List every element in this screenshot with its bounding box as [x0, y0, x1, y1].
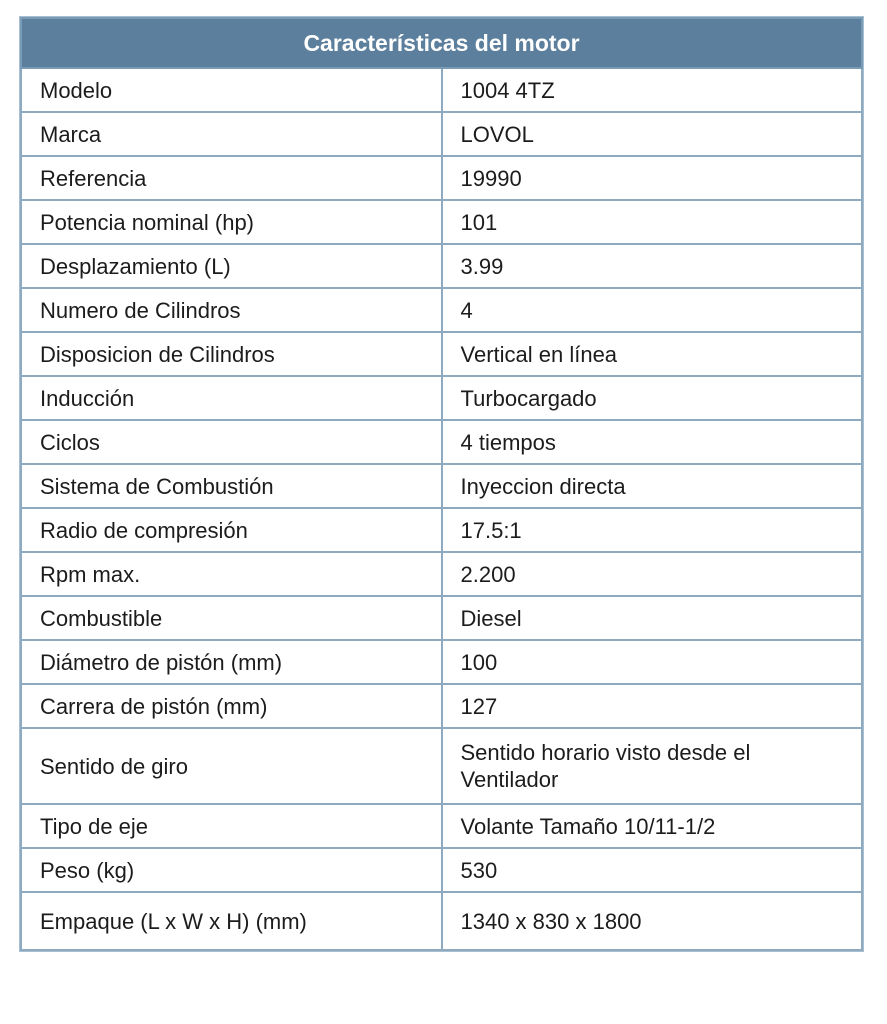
row-label: Peso (kg) — [21, 848, 442, 892]
row-label: Sentido de giro — [21, 728, 442, 804]
row-value: 1004 4TZ — [442, 68, 863, 112]
table-row — [21, 376, 862, 420]
table-row — [21, 112, 862, 156]
table-row — [21, 640, 862, 684]
table-header-row — [21, 18, 862, 68]
row-label: Desplazamiento (L) — [21, 244, 442, 288]
row-value: 1340 x 830 x 1800 — [442, 892, 863, 950]
row-label: Sistema de Combustión — [21, 464, 442, 508]
row-value: Volante Tamaño 10/11-1/2 — [442, 804, 863, 848]
table-row — [21, 684, 862, 728]
row-value: 4 — [442, 288, 863, 332]
table-row — [21, 464, 862, 508]
row-value: 4 tiempos — [442, 420, 863, 464]
table-row — [21, 68, 862, 112]
engine-specs-table — [20, 17, 863, 951]
row-label: Inducción — [21, 376, 442, 420]
row-value: 127 — [442, 684, 863, 728]
row-value: 17.5:1 — [442, 508, 863, 552]
row-value: 100 — [442, 640, 863, 684]
row-label: Disposicion de Cilindros — [21, 332, 442, 376]
row-value: Sentido horario visto desde el Ventilador — [442, 728, 863, 804]
row-label: Radio de compresión — [21, 508, 442, 552]
row-value: Inyeccion directa — [442, 464, 863, 508]
table-title: Características del motor — [21, 18, 862, 68]
row-label: Potencia nominal (hp) — [21, 200, 442, 244]
row-label: Ciclos — [21, 420, 442, 464]
table-row — [21, 892, 862, 950]
row-label: Referencia — [21, 156, 442, 200]
row-value: 530 — [442, 848, 863, 892]
table-row — [21, 332, 862, 376]
table-row — [21, 804, 862, 848]
row-label: Numero de Cilindros — [21, 288, 442, 332]
table-row — [21, 156, 862, 200]
table-row — [21, 244, 862, 288]
row-label: Combustible — [21, 596, 442, 640]
row-value: LOVOL — [442, 112, 863, 156]
row-value: 19990 — [442, 156, 863, 200]
table-row — [21, 552, 862, 596]
row-value: 101 — [442, 200, 863, 244]
table-row — [21, 728, 862, 804]
row-value: Turbocargado — [442, 376, 863, 420]
row-label: Empaque (L x W x H) (mm) — [21, 892, 442, 950]
row-label: Marca — [21, 112, 442, 156]
table-row — [21, 200, 862, 244]
table-row — [21, 596, 862, 640]
row-label: Modelo — [21, 68, 442, 112]
row-label: Tipo de eje — [21, 804, 442, 848]
row-label: Diámetro de pistón (mm) — [21, 640, 442, 684]
table-row — [21, 508, 862, 552]
table-row — [21, 288, 862, 332]
row-value: Diesel — [442, 596, 863, 640]
row-value: Vertical en línea — [442, 332, 863, 376]
row-value: 3.99 — [442, 244, 863, 288]
table-row — [21, 848, 862, 892]
row-label: Rpm max. — [21, 552, 442, 596]
row-value: 2.200 — [442, 552, 863, 596]
table-row — [21, 420, 862, 464]
row-label: Carrera de pistón (mm) — [21, 684, 442, 728]
